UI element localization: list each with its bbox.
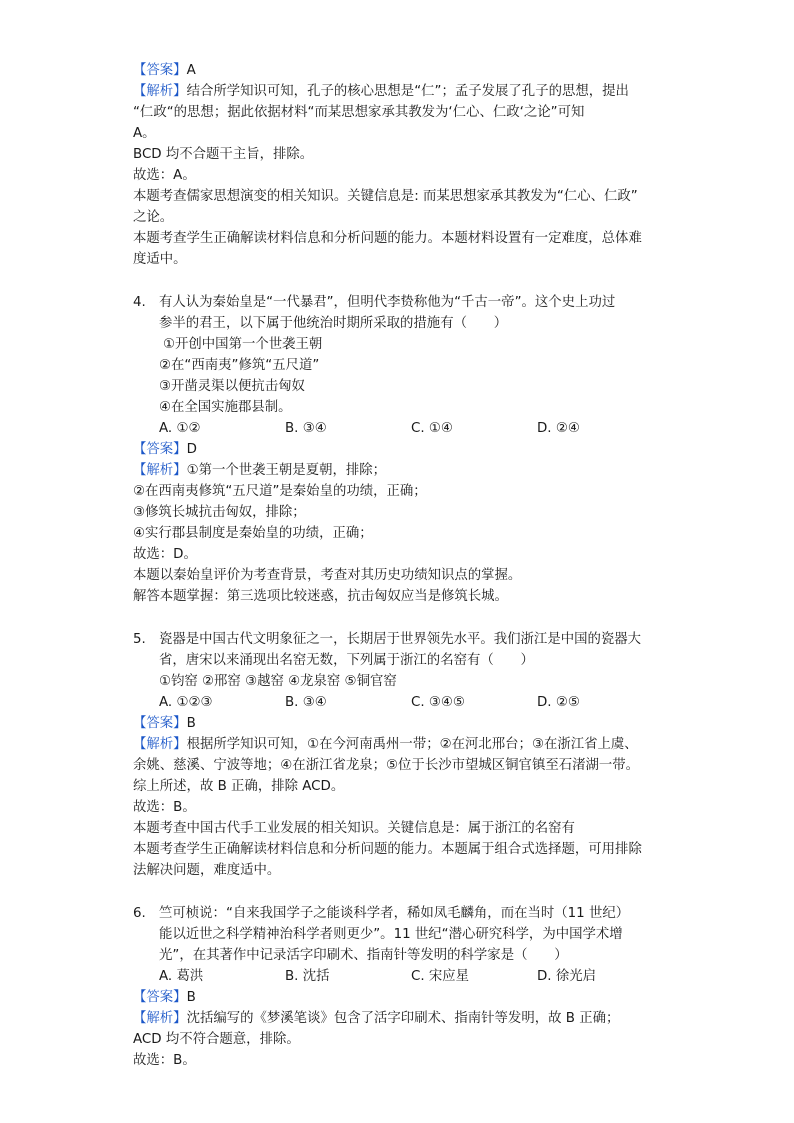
- analysis-tag: 【解析】: [133, 84, 187, 99]
- text-line: 之论。: [133, 210, 174, 225]
- answer-line: [133, 987, 663, 1008]
- analysis-line: 【解析】①第一个世袭王朝是夏朝，排除；: [133, 463, 387, 478]
- answer-value: B: [186, 716, 196, 731]
- option-a: A. 葛洪: [159, 969, 204, 984]
- option-d: D. ②⑤: [537, 695, 580, 710]
- question-number: 4.: [133, 295, 146, 310]
- option-c: C. ①④: [411, 421, 453, 436]
- analysis-line: [133, 81, 663, 102]
- analysis-text: 结合所学知识可知，孔子的核心思想是“仁”；孟子发展了孔子的思想，提出: [186, 84, 629, 99]
- options-row: [133, 692, 663, 713]
- question-stem: 能以近世之科学精神治科学者则更少”。11 世纪“潜心研究科学，为中国学术增: [159, 927, 623, 942]
- text-line: 本题考查中国古代手工业发展的相关知识。关键信息是：属于浙江的名窑有: [133, 821, 575, 836]
- answer-tag: 【答案】: [133, 442, 187, 457]
- answer-tag: 【答案】: [133, 63, 187, 78]
- text-line: 本题考查儒家思想演变的相关知识。关键信息是: 而某思想家承其教发为“仁心、仁政”: [133, 189, 638, 204]
- question-number: 6.: [133, 906, 146, 921]
- text-line: ②在西南夷修筑“五尺道”是秦始皇的功绩，正确；: [133, 484, 427, 499]
- answer-tag: 【答案】: [133, 990, 187, 1005]
- text-line: ④实行郡县制度是秦始皇的功绩，正确；: [133, 526, 373, 541]
- question-stem: 6. 竺可桢说：“自来我国学子之能谈科学者，稀如凤毛麟角，而在当时（11 世纪）: [133, 903, 663, 924]
- question-number: 5.: [133, 632, 146, 647]
- analysis-tag: 【解析】: [133, 463, 187, 478]
- question-stem: 省，唐宋以来涌现出名窑无数，下列属于浙江的名窑有（ ）: [159, 653, 534, 668]
- question-stem: 光”，在其著作中记录活字印刷术、指南针等发明的科学家是（ ）: [159, 948, 568, 963]
- text-line: 故选：B。: [133, 1053, 196, 1068]
- analysis-line: 【解析】沈括编写的《梦溪笔谈》包含了活字印刷术、指南针等发明，故 B 正确；: [133, 1011, 620, 1026]
- text-line: 故选：B。: [133, 800, 196, 815]
- answer-line: [133, 713, 663, 734]
- option-c: C. 宋应星: [411, 969, 470, 984]
- question-item: ④在全国实施郡县制。: [159, 400, 292, 415]
- text-line: 综上所述，故 B 正确，排除 ACD。: [133, 779, 345, 794]
- answer-tag: 【答案】: [133, 716, 187, 731]
- text-line: ③修筑长城抗击匈奴，排除；: [133, 505, 306, 520]
- document-page: [133, 60, 663, 1071]
- question-stem: 5. 瓷器是中国古代文明象征之一，长期居于世界领先水平。我们浙江是中国的瓷器大: [133, 629, 663, 650]
- option-a: A. ①②③: [159, 695, 213, 710]
- question-item: ①开创中国第一个世袭王朝: [163, 337, 323, 352]
- text-line: A。: [133, 126, 156, 141]
- text-line: 本题以秦始皇评价为考查背景，考查对其历史功绩知识点的掌握。: [133, 568, 522, 583]
- answer-value: D: [186, 442, 197, 457]
- options-row: [133, 418, 663, 439]
- question-stem: 4. 有人认为秦始皇是“一代暴君”，但明代李贽称他为“千古一帝”。这个史上功过: [133, 292, 663, 313]
- option-d: D. 徐光启: [537, 969, 596, 984]
- answer-value: B: [186, 990, 196, 1005]
- analysis-tag: 【解析】: [133, 1011, 187, 1026]
- text-line: 故选：A。: [133, 168, 196, 183]
- question-item: ②在“西南夷”修筑“五尺道”: [159, 358, 320, 373]
- answer-value: A: [186, 63, 196, 78]
- text-line: 本题考查学生正确解读材料信息和分析问题的能力。本题材料设置有一定难度，总体难: [133, 231, 642, 246]
- option-b: B. ③④: [285, 421, 327, 436]
- options-row: [133, 966, 663, 987]
- option-d: D. ②④: [537, 421, 580, 436]
- text-line: “仁政“的思想；据此依据材料“而某思想家承其教发为‘仁心、仁政‘之论”可知: [133, 105, 585, 120]
- text-line: ACD 均不符合题意，排除。: [133, 1032, 300, 1047]
- option-b: B. ③④: [285, 695, 327, 710]
- text-line: 故选：D。: [133, 547, 197, 562]
- answer-line: [133, 60, 663, 81]
- option-a: A. ①②: [159, 421, 201, 436]
- text-line: 度适中。: [133, 252, 187, 267]
- answer-line: [133, 439, 663, 460]
- question-item: ①钧窑 ②邢窑 ③越窑 ④龙泉窑 ⑤铜官窑: [159, 674, 397, 689]
- question-item: ③开凿灵渠以便抗击匈奴: [159, 379, 305, 394]
- option-b: B. 沈括: [285, 969, 330, 984]
- analysis-tag: 【解析】: [133, 737, 187, 752]
- text-line: 法解决问题，难度适中。: [133, 863, 281, 878]
- text-line: 余姚、慈溪、宁波等地；④在浙江省龙泉；⑤位于长沙市望城区铜官镇至石渚湖一带。: [133, 758, 640, 773]
- text-line: 本题考查学生正确解读材料信息和分析问题的能力。本题属于组合式选择题，可用排除: [133, 842, 642, 857]
- analysis-line: 【解析】根据所学知识可知，①在今河南禹州一带；②在河北邢台；③在浙江省上虞、: [133, 737, 638, 752]
- question-stem: 参半的君王，以下属于他统治时期所采取的措施有（ ）: [159, 316, 508, 331]
- option-c: C. ③④⑤: [411, 695, 465, 710]
- text-line: BCD 均不合题干主旨，排除。: [133, 147, 314, 162]
- text-line: 解答本题掌握：第三选项比较迷惑，抗击匈奴应当是修筑长城。: [133, 589, 508, 604]
